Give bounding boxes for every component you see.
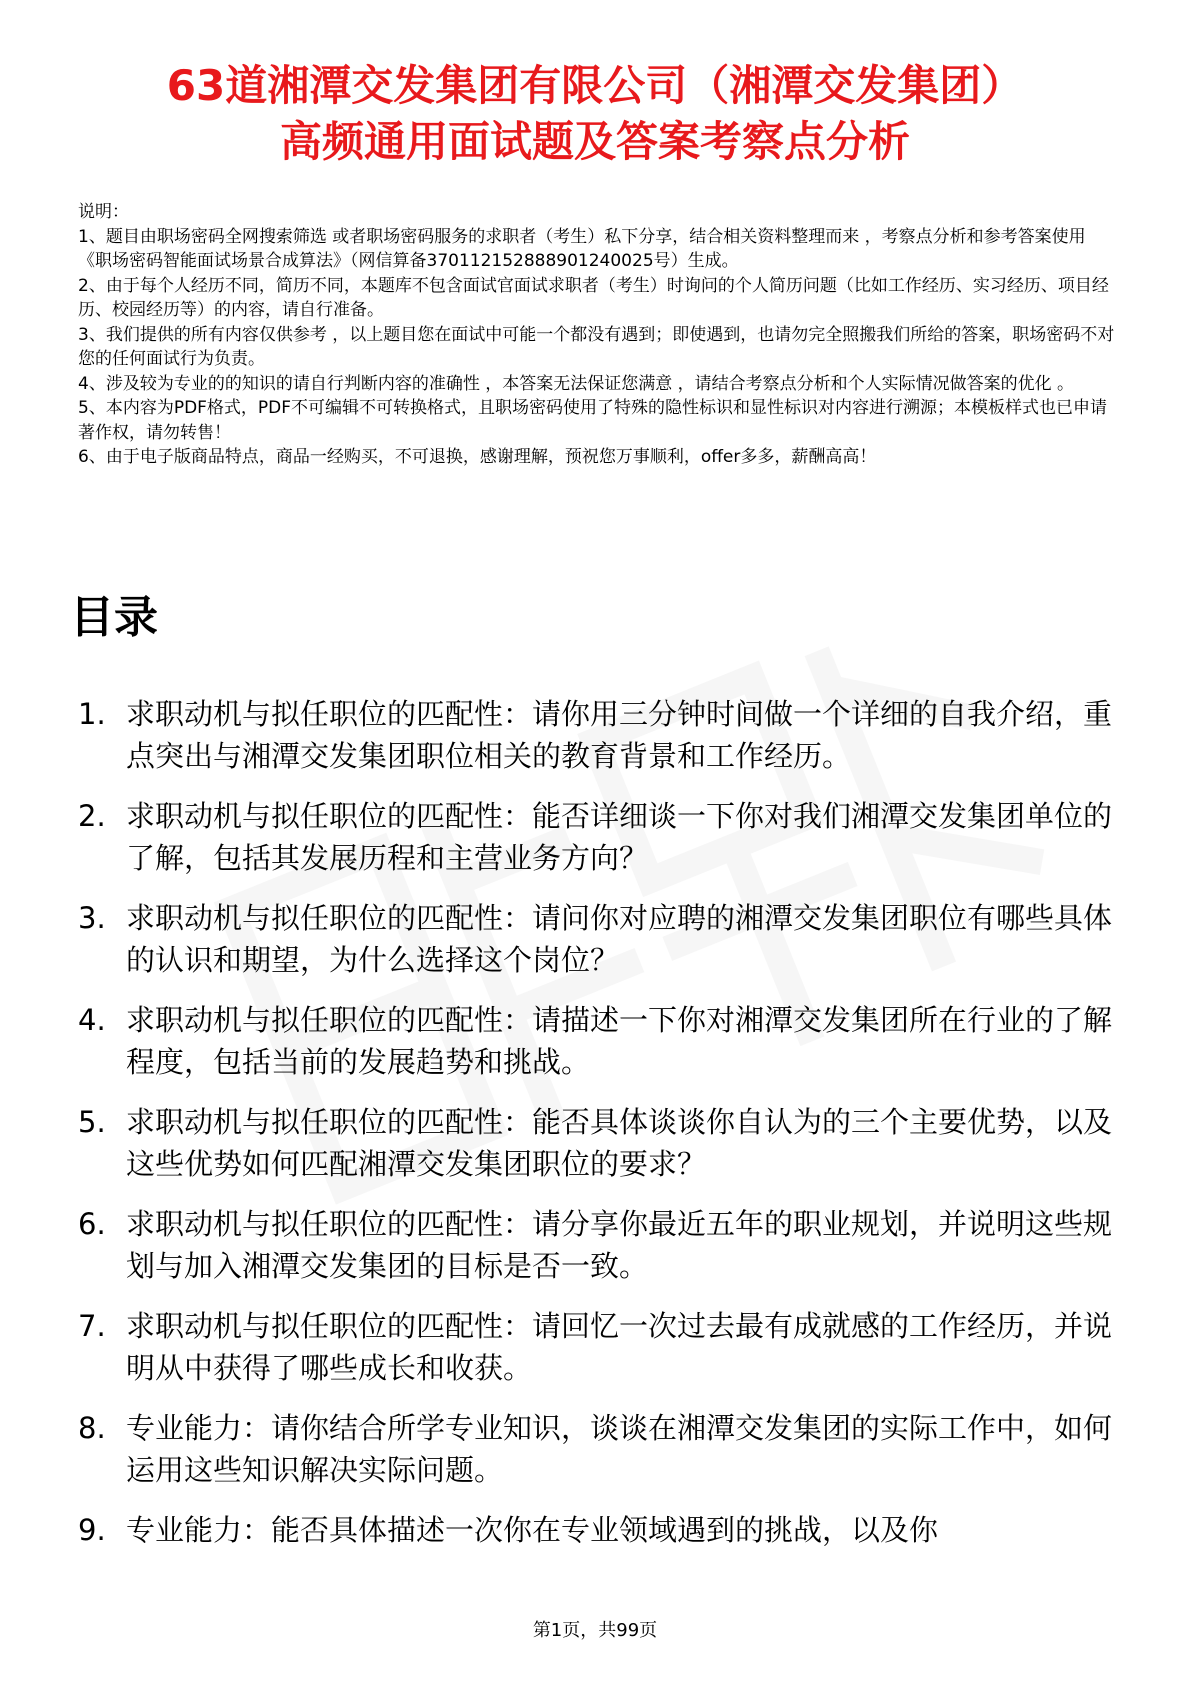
toc-item-text: 求职动机与拟任职位的匹配性：请你用三分钟时间做一个详细的自我介绍，重点突出与湘潭交发集团职位相关的教育背景和工作经历。: [126, 697, 1113, 773]
document-title: [40, 58, 1150, 170]
page-number: 第1页，共99页: [532, 1620, 658, 1641]
toc-item[interactable]: [78, 795, 1118, 879]
toc-item[interactable]: [78, 1305, 1118, 1389]
notes-section: [78, 200, 1118, 470]
toc-item-text: 求职动机与拟任职位的匹配性：请分享你最近五年的职业规划，并说明这些规划与加入湘潭交发集团的目标是否一致。: [126, 1207, 1113, 1283]
note-item: 6、由于电子版商品特点，商品一经购买，不可退换，感谢理解，预祝您万事顺利，offer多多，薪酬高高！: [78, 447, 877, 467]
toc-item-text: 求职动机与拟任职位的匹配性：请回忆一次过去最有成就感的工作经历，并说明从中获得了哪些成长和收获。: [126, 1309, 1113, 1385]
toc-item-text: 求职动机与拟任职位的匹配性：请问你对应聘的湘潭交发集团职位有哪些具体的认识和期望，为什么选择这个岗位？: [126, 901, 1113, 977]
toc-item-text: 专业能力：请你结合所学专业知识，谈谈在湘潭交发集团的实际工作中，如何运用这些知识解决实际问题。: [126, 1411, 1113, 1487]
toc-item-number: 4.: [78, 1003, 106, 1037]
title-line-2: 高频通用面试题及答案考察点分析: [279, 117, 910, 166]
note-item: 3、我们提供的所有内容仅供参考 ，以上题目您在面试中可能一个都没有遇到；即使遇到，也请勿完全照搬我们所给的答案，职场密码不对您的任何面试行为负责。: [78, 324, 1115, 369]
toc-item[interactable]: [78, 693, 1118, 777]
toc-item[interactable]: [78, 999, 1118, 1083]
toc-item[interactable]: [78, 1101, 1118, 1185]
notes-heading: 说明：: [78, 202, 129, 222]
toc-item-number: 6.: [78, 1207, 106, 1241]
toc-item-number: 7.: [78, 1309, 106, 1343]
toc-item-number: 9.: [78, 1513, 106, 1547]
toc-item[interactable]: [78, 1509, 1118, 1551]
toc-item-text: 专业能力：能否具体描述一次你在专业领域遇到的挑战，以及你: [126, 1513, 939, 1547]
toc-list: [78, 693, 1118, 1569]
toc-item-number: 1.: [78, 697, 106, 731]
toc-item-text: 求职动机与拟任职位的匹配性：能否具体谈谈你自认为的三个主要优势，以及这些优势如何匹配湘潭交发集团职位的要求？: [126, 1105, 1113, 1181]
toc-item-text: 求职动机与拟任职位的匹配性：能否详细谈一下你对我们湘潭交发集团单位的了解，包括其发展历程和主营业务方向？: [126, 799, 1113, 875]
note-item: 1、题目由职场密码全网搜索筛选 或者职场密码服务的求职者（考生）私下分享，结合相关资料整理而来 ，考察点分析和参考答案使用《职场密码智能面试场景合成算法》（网信算备370112152888901240025号）生成。: [78, 226, 1086, 271]
title-line-1: 63道湘潭交发集团有限公司（湘潭交发集团）: [166, 61, 1024, 110]
toc-heading: 目录: [70, 592, 158, 643]
toc-item-number: 2.: [78, 799, 106, 833]
note-item: 2、由于每个人经历不同，简历不同，本题库不包含面试官面试求职者（考生）时询问的个人简历问题（比如工作经历、实习经历、项目经历、校园经历等）的内容，请自行准备。: [78, 275, 1109, 320]
note-item: 5、本内容为PDF格式，PDF不可编辑不可转换格式，且职场密码使用了特殊的隐性标识和显性标识对内容进行溯源；本模板样式也已申请著作权，请勿转售！: [78, 398, 1108, 443]
toc-item[interactable]: [78, 1407, 1118, 1491]
toc-item-number: 5.: [78, 1105, 106, 1139]
toc-item[interactable]: [78, 1203, 1118, 1287]
toc-item-number: 8.: [78, 1411, 106, 1445]
toc-item-text: 求职动机与拟任职位的匹配性：请描述一下你对湘潭交发集团所在行业的了解程度，包括当前的发展趋势和挑战。: [126, 1003, 1113, 1079]
toc-item-number: 3.: [78, 901, 106, 935]
note-item: 4、涉及较为专业的的知识的请自行判断内容的准确性 ，本答案无法保证您满意 ，请结合考察点分析和个人实际情况做答案的优化 。: [78, 373, 1075, 394]
toc-item[interactable]: [78, 897, 1118, 981]
